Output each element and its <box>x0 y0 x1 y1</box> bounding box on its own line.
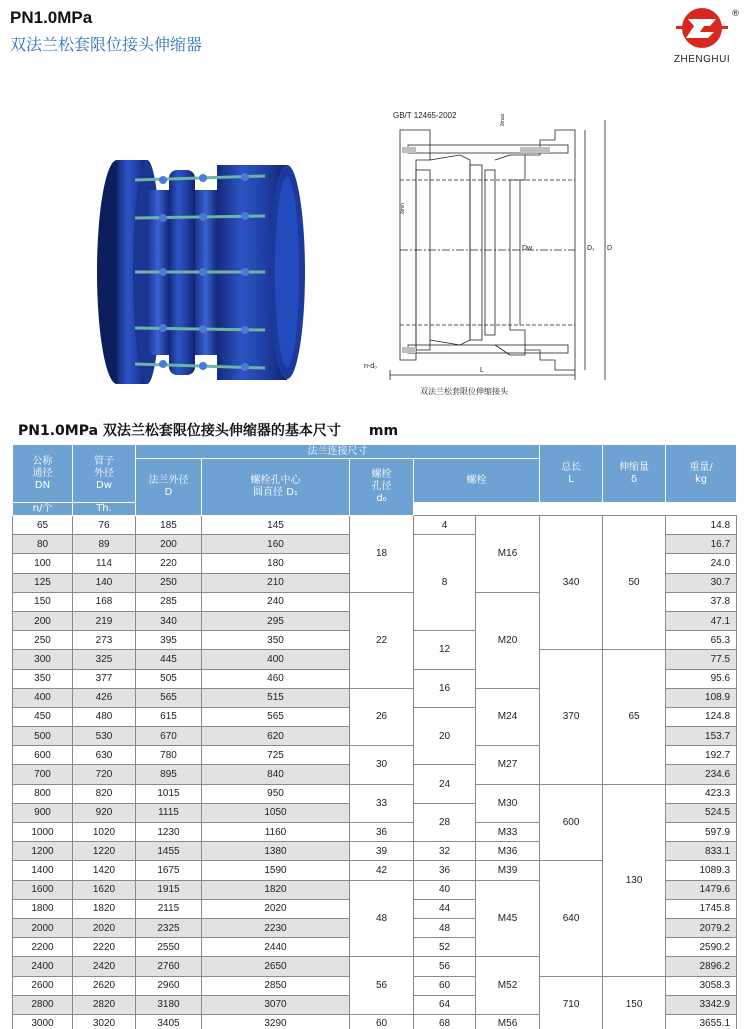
cell-dw: 426 <box>73 688 136 707</box>
cell-flange-d: 445 <box>136 650 202 669</box>
cell-dn: 3000 <box>13 1014 73 1029</box>
cell-weight: 423.3 <box>666 784 737 803</box>
cell-weight: 153.7 <box>666 727 737 746</box>
cell-flange-d: 505 <box>136 669 202 688</box>
cell-dw: 3020 <box>73 1014 136 1029</box>
registered-mark: ® <box>731 9 740 19</box>
cell-dn: 1200 <box>13 842 73 861</box>
cell-weight: 37.8 <box>666 592 737 611</box>
cell-n: 16 <box>414 669 476 707</box>
cell-th: M20 <box>476 592 540 688</box>
cell-d0: 39 <box>350 842 414 861</box>
header-weight: 重量/ kg <box>666 445 737 503</box>
cell-dw: 2220 <box>73 938 136 957</box>
cell-dw: 1420 <box>73 861 136 880</box>
cell-flange-d: 1675 <box>136 861 202 880</box>
brand-logo <box>660 4 744 72</box>
cell-weight: 77.5 <box>666 650 737 669</box>
technical-drawing <box>360 100 625 400</box>
cell-n: 60 <box>414 976 476 995</box>
cell-flange-d: 1115 <box>136 803 202 822</box>
cell-n: 24 <box>414 765 476 803</box>
cell-dn: 200 <box>13 611 73 630</box>
cell-dw: 377 <box>73 669 136 688</box>
cell-flange-d: 615 <box>136 707 202 726</box>
cell-weight: 14.8 <box>666 516 737 535</box>
cell-d1: 210 <box>202 573 350 592</box>
cell-th: M56 <box>476 1014 540 1029</box>
header-bolt-group: 螺栓 <box>414 459 540 503</box>
cell-weight: 1089.3 <box>666 861 737 880</box>
cell-d1: 145 <box>202 516 350 535</box>
cell-weight: 1745.8 <box>666 899 737 918</box>
header-d1: 螺栓孔中心 圆直径 D₁ <box>202 459 350 516</box>
header-dw: 管子 外径 Dw <box>73 445 136 503</box>
cell-n: 44 <box>414 899 476 918</box>
cell-n: 48 <box>414 918 476 937</box>
cell-n: 20 <box>414 707 476 765</box>
cell-dw: 1820 <box>73 899 136 918</box>
cell-d1: 950 <box>202 784 350 803</box>
label-dw: Dw <box>522 245 533 252</box>
cell-flange-d: 2550 <box>136 938 202 957</box>
cell-d1: 515 <box>202 688 350 707</box>
table-unit: mm <box>368 423 399 439</box>
cell-delta: 65 <box>603 650 666 784</box>
cell-d1: 620 <box>202 727 350 746</box>
cell-n: 12 <box>414 631 476 669</box>
cell-th: M30 <box>476 784 540 822</box>
cell-flange-d: 895 <box>136 765 202 784</box>
cell-dw: 2820 <box>73 995 136 1014</box>
header-delta: 伸缩量 δ <box>603 445 666 503</box>
header-l: 总长 L <box>540 445 603 503</box>
cell-dn: 1800 <box>13 899 73 918</box>
cell-dw: 1620 <box>73 880 136 899</box>
product-photo <box>95 150 310 395</box>
header-flange-group: 法兰连接尺寸 <box>136 445 540 459</box>
cell-dw: 76 <box>73 516 136 535</box>
cell-dn: 350 <box>13 669 73 688</box>
cell-dw: 114 <box>73 554 136 573</box>
table-row <box>13 784 737 803</box>
cell-weight: 30.7 <box>666 573 737 592</box>
spec-table <box>12 444 737 1029</box>
cell-d0: 56 <box>350 957 414 1015</box>
cell-n: 4 <box>414 516 476 535</box>
page-title: PN1.0MPa <box>10 8 93 27</box>
cell-th: M45 <box>476 880 540 957</box>
cell-l: 710 <box>540 976 603 1029</box>
cell-dw: 720 <box>73 765 136 784</box>
cell-flange-d: 670 <box>136 727 202 746</box>
label-d: D <box>607 245 613 252</box>
cell-l: 640 <box>540 861 603 976</box>
cell-dw: 530 <box>73 727 136 746</box>
cell-weight: 47.1 <box>666 611 737 630</box>
cell-dn: 150 <box>13 592 73 611</box>
cell-weight: 833.1 <box>666 842 737 861</box>
cell-d1: 400 <box>202 650 350 669</box>
cell-weight: 24.0 <box>666 554 737 573</box>
cell-flange-d: 780 <box>136 746 202 765</box>
cell-dn: 2800 <box>13 995 73 1014</box>
cell-flange-d: 200 <box>136 535 202 554</box>
cell-flange-d: 220 <box>136 554 202 573</box>
spec-table-body <box>13 516 737 1029</box>
cell-th: M52 <box>476 957 540 1015</box>
cell-dw: 630 <box>73 746 136 765</box>
cell-l: 370 <box>540 650 603 784</box>
cell-n: 36 <box>414 861 476 880</box>
cell-dw: 219 <box>73 611 136 630</box>
cell-flange-d: 2960 <box>136 976 202 995</box>
cell-n: 64 <box>414 995 476 1014</box>
cell-weight: 2896.2 <box>666 957 737 976</box>
cell-dw: 140 <box>73 573 136 592</box>
cell-dn: 500 <box>13 727 73 746</box>
cell-dw: 820 <box>73 784 136 803</box>
cell-flange-d: 3405 <box>136 1014 202 1029</box>
cell-weight: 3655.1 <box>666 1014 737 1029</box>
cell-d0: 60 <box>350 1014 414 1029</box>
cell-dn: 2600 <box>13 976 73 995</box>
cell-dn: 300 <box>13 650 73 669</box>
label-l: L <box>480 367 484 374</box>
cell-d0: 22 <box>350 592 414 688</box>
cell-weight: 65.3 <box>666 631 737 650</box>
cell-d1: 460 <box>202 669 350 688</box>
cell-dn: 2200 <box>13 938 73 957</box>
cell-dn: 800 <box>13 784 73 803</box>
header-flange-d: 法兰外径 D <box>136 459 202 516</box>
cell-dw: 2620 <box>73 976 136 995</box>
cell-flange-d: 1015 <box>136 784 202 803</box>
cell-dn: 1000 <box>13 823 73 842</box>
label-d1: D₁ <box>587 245 595 252</box>
cell-flange-d: 2115 <box>136 899 202 918</box>
cell-d1: 565 <box>202 707 350 726</box>
cell-flange-d: 395 <box>136 631 202 650</box>
cell-d1: 1590 <box>202 861 350 880</box>
page-subtitle: 双法兰松套限位接头伸缩器 <box>10 35 203 54</box>
cell-weight: 124.8 <box>666 707 737 726</box>
cell-weight: 3058.3 <box>666 976 737 995</box>
cell-l: 600 <box>540 784 603 861</box>
cell-weight: 1479.6 <box>666 880 737 899</box>
cell-dn: 2000 <box>13 918 73 937</box>
cell-d1: 1160 <box>202 823 350 842</box>
cell-weight: 108.9 <box>666 688 737 707</box>
cell-dw: 2420 <box>73 957 136 976</box>
cell-n: 52 <box>414 938 476 957</box>
cell-flange-d: 565 <box>136 688 202 707</box>
cell-flange-d: 185 <box>136 516 202 535</box>
header-th: Th. <box>73 503 136 516</box>
cell-d0: 30 <box>350 746 414 784</box>
table-title-text: PN1.0MPa 双法兰松套限位接头伸缩器的基本尺寸 <box>18 423 341 439</box>
cell-flange-d: 2325 <box>136 918 202 937</box>
cell-d1: 840 <box>202 765 350 784</box>
cell-d0: 48 <box>350 880 414 957</box>
cell-d0: 18 <box>350 516 414 593</box>
cell-d0: 36 <box>350 823 414 842</box>
cell-d1: 180 <box>202 554 350 573</box>
cell-delta: 50 <box>603 516 666 650</box>
cell-flange-d: 340 <box>136 611 202 630</box>
cell-d0: 26 <box>350 688 414 746</box>
label-dmax: δmax <box>500 113 506 126</box>
cell-n: 28 <box>414 803 476 841</box>
cell-d1: 2230 <box>202 918 350 937</box>
cell-d1: 1380 <box>202 842 350 861</box>
cell-d1: 2440 <box>202 938 350 957</box>
cell-dw: 168 <box>73 592 136 611</box>
cell-dn: 250 <box>13 631 73 650</box>
cell-dw: 89 <box>73 535 136 554</box>
cell-flange-d: 1915 <box>136 880 202 899</box>
cell-d1: 2850 <box>202 976 350 995</box>
cell-weight: 192.7 <box>666 746 737 765</box>
cell-d1: 295 <box>202 611 350 630</box>
cell-d1: 240 <box>202 592 350 611</box>
cell-weight: 597.9 <box>666 823 737 842</box>
cell-dn: 2400 <box>13 957 73 976</box>
cell-d1: 3290 <box>202 1014 350 1029</box>
header-dn: 公称 通径 DN <box>13 445 73 503</box>
cell-th: M33 <box>476 823 540 842</box>
cell-dn: 600 <box>13 746 73 765</box>
cell-weight: 524.5 <box>666 803 737 822</box>
cell-dn: 80 <box>13 535 73 554</box>
cell-th: M27 <box>476 746 540 784</box>
cell-dw: 1220 <box>73 842 136 861</box>
label-nd0: n-d₀ <box>364 363 378 370</box>
cell-flange-d: 1455 <box>136 842 202 861</box>
cell-n: 56 <box>414 957 476 976</box>
cell-d1: 2020 <box>202 899 350 918</box>
cell-d0: 33 <box>350 784 414 822</box>
cell-n: 8 <box>414 535 476 631</box>
cell-dn: 65 <box>13 516 73 535</box>
cell-flange-d: 2760 <box>136 957 202 976</box>
cell-dn: 900 <box>13 803 73 822</box>
header-d0: 螺栓 孔径 d₀ <box>350 459 414 516</box>
cell-n: 68 <box>414 1014 476 1029</box>
cell-weight: 2590.2 <box>666 938 737 957</box>
table-row <box>13 516 737 535</box>
header-n: n/个 <box>13 503 73 516</box>
cell-flange-d: 3180 <box>136 995 202 1014</box>
cell-d1: 1820 <box>202 880 350 899</box>
spec-table-wrap <box>12 444 736 1029</box>
cell-flange-d: 285 <box>136 592 202 611</box>
cell-weight: 3342.9 <box>666 995 737 1014</box>
cell-n: 32 <box>414 842 476 861</box>
cell-weight: 2079.2 <box>666 918 737 937</box>
cell-d0: 42 <box>350 861 414 880</box>
cell-dn: 450 <box>13 707 73 726</box>
cell-d1: 1050 <box>202 803 350 822</box>
cell-dw: 480 <box>73 707 136 726</box>
brand-name: ZHENGHUI <box>673 54 731 65</box>
cell-flange-d: 1230 <box>136 823 202 842</box>
cell-dn: 700 <box>13 765 73 784</box>
cell-dn: 100 <box>13 554 73 573</box>
cell-d1: 350 <box>202 631 350 650</box>
cell-dn: 1400 <box>13 861 73 880</box>
cell-d1: 3070 <box>202 995 350 1014</box>
cell-d1: 160 <box>202 535 350 554</box>
cell-d1: 725 <box>202 746 350 765</box>
cell-weight: 95.6 <box>666 669 737 688</box>
cell-dn: 400 <box>13 688 73 707</box>
cell-dw: 273 <box>73 631 136 650</box>
cell-dw: 1020 <box>73 823 136 842</box>
cell-l: 340 <box>540 516 603 650</box>
cell-th: M24 <box>476 688 540 746</box>
cell-weight: 16.7 <box>666 535 737 554</box>
cell-th: M16 <box>476 516 540 593</box>
cell-delta: 150 <box>603 976 666 1029</box>
cell-th: M36 <box>476 842 540 861</box>
cell-dw: 920 <box>73 803 136 822</box>
cell-d1: 2650 <box>202 957 350 976</box>
cell-n: 40 <box>414 880 476 899</box>
cell-dw: 325 <box>73 650 136 669</box>
drawing-standard: GB/T 12465-2002 <box>393 111 457 120</box>
zhenghui-logo-icon <box>660 4 744 54</box>
drawing-caption: 双法兰松套限位伸缩接头 <box>420 387 508 396</box>
cell-dw: 2020 <box>73 918 136 937</box>
cell-delta: 130 <box>603 784 666 976</box>
cell-dn: 1600 <box>13 880 73 899</box>
cell-weight: 234.6 <box>666 765 737 784</box>
cell-dn: 125 <box>13 573 73 592</box>
table-title <box>18 420 398 440</box>
cell-flange-d: 250 <box>136 573 202 592</box>
cell-th: M39 <box>476 861 540 880</box>
label-dmin: δmin <box>400 203 406 214</box>
